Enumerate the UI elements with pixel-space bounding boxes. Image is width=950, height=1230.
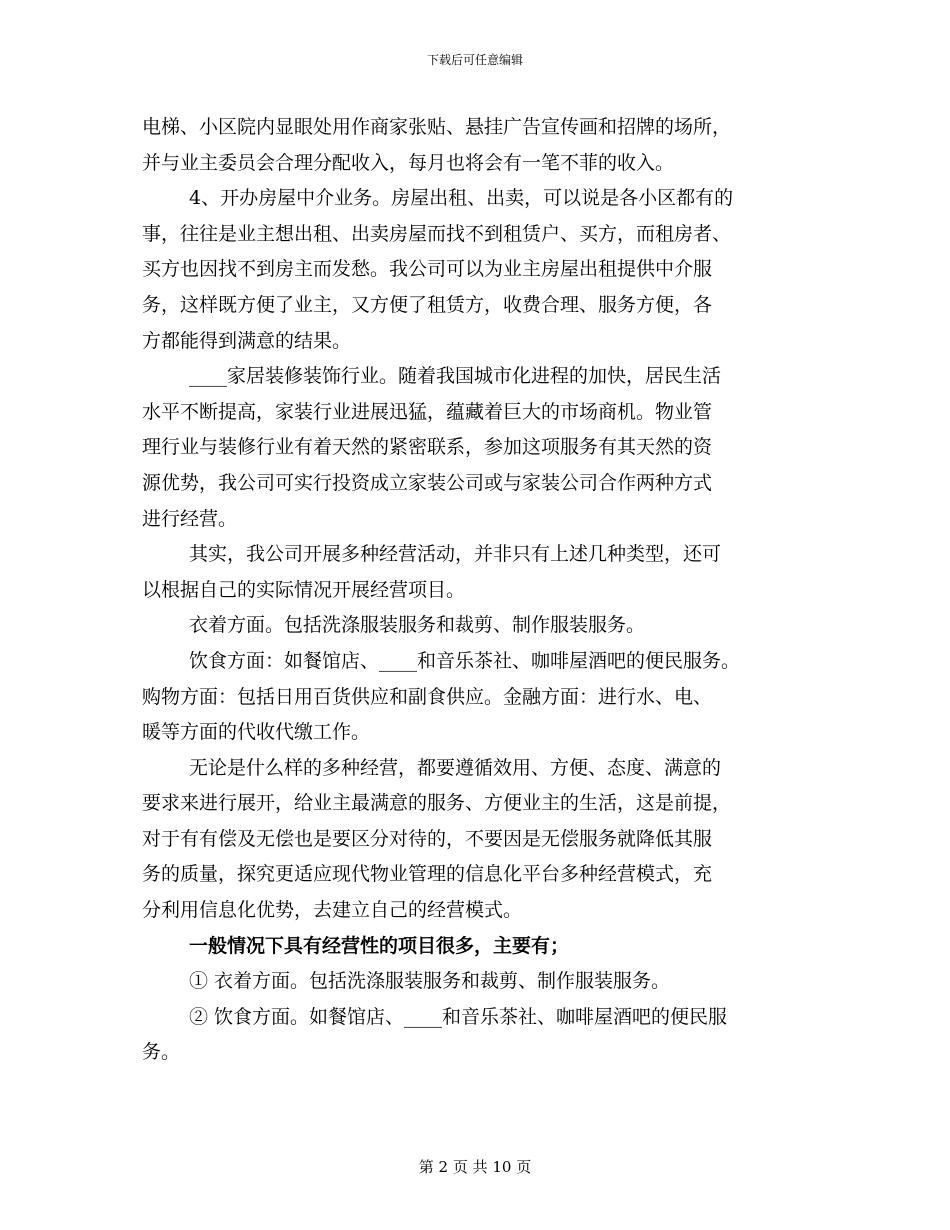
text-line: 分利用信息化优势，去建立自己的经营模式。 <box>142 899 523 922</box>
text-line: 电梯、小区院内显眼处用作商家张贴、悬挂广告宣传画和招牌的场所， <box>142 116 732 138</box>
text-line: 对于有有偿及无偿也是要区分对待的，不要因是无偿服务就降低其服 <box>142 827 713 850</box>
page-header: 下载后可任意编辑 <box>426 53 523 67</box>
text-line: 买方也因找不到房主而发愁。我公司可以为业主房屋出租提供中介服 <box>142 258 713 281</box>
text-line: 务，这样既方便了业主，又方便了租赁方，收费合理、服务方便，各 <box>142 293 713 316</box>
text-line: 一般情况下具有经营性的项目很多，主要有； <box>189 934 570 957</box>
text-line: 饮食方面：如餐馆店、____和音乐茶社、咖啡屋酒吧的便民服务。 <box>189 649 741 672</box>
text-line: 要求来进行展开，给业主最满意的服务、方便业主的生活，这是前提， <box>142 792 732 815</box>
text-line: 衣着方面。包括洗涤服装服务和裁剪、制作服装服务。 <box>189 614 646 637</box>
text-line: 其实，我公司开展多种经营活动，并非只有上述几种类型，还可 <box>189 543 722 566</box>
page-footer: 第 2 页 共 10 页 <box>418 1158 532 1176</box>
text-line: ____家居装修装饰行业。随着我国城市化进程的加快，居民生活 <box>189 365 722 388</box>
text-line: 务。 <box>142 1041 181 1064</box>
text-line: 水平不断提高，家装行业进展迅猛，蕴藏着巨大的市场商机。物业管 <box>142 400 713 423</box>
text-line: 暖等方面的代收代缴工作。 <box>142 721 371 744</box>
text-line: 源优势，我公司可实行投资成立家装公司或与家装公司合作两种方式 <box>142 471 713 494</box>
text-line: 进行经营。 <box>142 507 238 530</box>
text-line: 4、开办房屋中介业务。房屋出租、出卖，可以说是各小区都有的 <box>189 187 734 210</box>
text-line: ① 衣着方面。包括洗涤服装服务和裁剪、制作服装服务。 <box>189 970 671 993</box>
text-line: ② 饮食方面。如餐馆店、____和音乐茶社、咖啡屋酒吧的便民服 <box>189 1005 728 1028</box>
document-body <box>142 110 810 1071</box>
text-line: 理行业与装修行业有着天然的紧密联系，参加这项服务有其天然的资 <box>142 436 713 459</box>
text-line: 以根据自己的实际情况开展经营项目。 <box>142 578 466 601</box>
text-line: 购物方面：包括日用百货供应和副食供应。金融方面：进行水、电、 <box>142 685 713 708</box>
text-line: 事，往往是业主想出租、出卖房屋而找不到租赁户、买方，而租房者、 <box>142 222 732 245</box>
text-line: 无论是什么样的多种经营，都要遵循效用、方便、态度、满意的 <box>189 756 722 779</box>
text-line: 方都能得到满意的结果。 <box>142 329 352 352</box>
text-line: 并与业主委员会合理分配收入，每月也将会有一笔不菲的收入。 <box>142 151 675 174</box>
text-line: 务的质量，探究更适应现代物业管理的信息化平台多种经营模式，充 <box>142 863 713 886</box>
